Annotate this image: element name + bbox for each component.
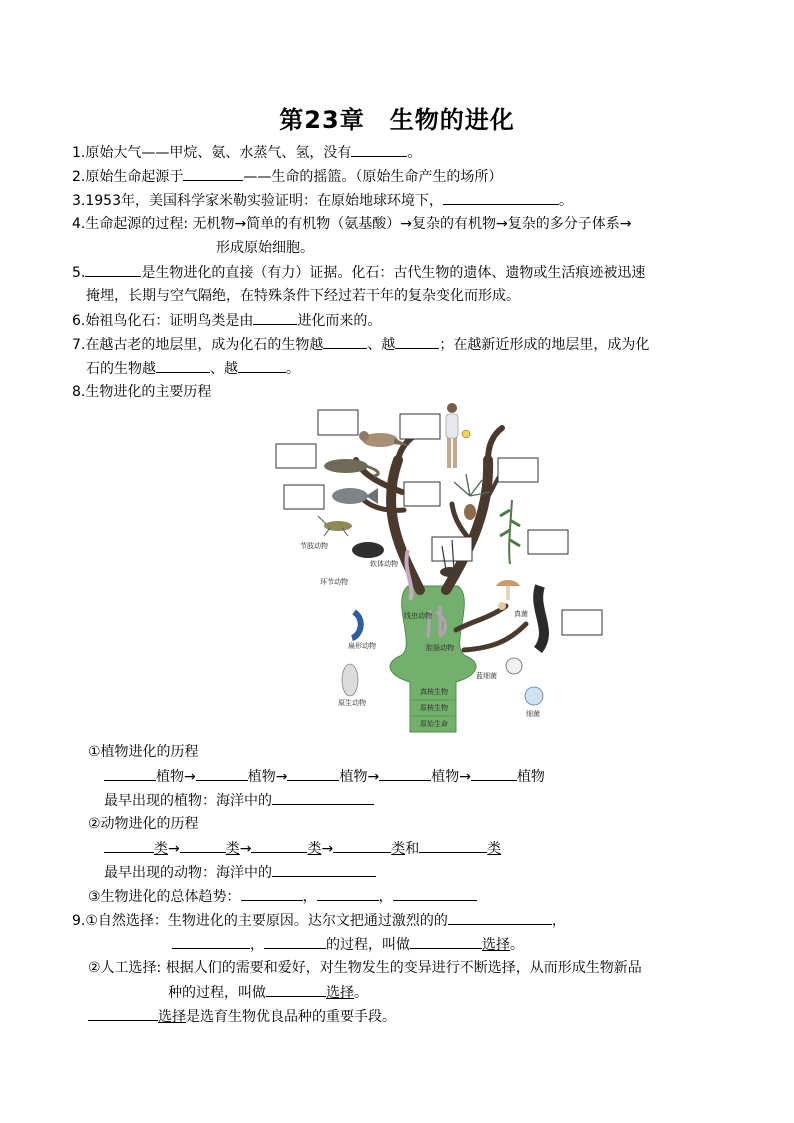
label-protozoa: 原生动物 bbox=[338, 699, 366, 707]
question-1: 1.原始大气——甲烷、氨、水蒸气、氢，没有 。 bbox=[72, 142, 421, 163]
label-flatworm: 扁形动物 bbox=[348, 642, 376, 650]
label-annelid: 环节动物 bbox=[320, 578, 348, 586]
cyanobacteria-icon bbox=[506, 658, 522, 674]
blank-box[interactable] bbox=[562, 610, 602, 635]
answer-blank[interactable] bbox=[323, 334, 367, 349]
answer-blank[interactable] bbox=[264, 934, 326, 949]
blank-box[interactable] bbox=[284, 485, 324, 509]
answer-blank[interactable] bbox=[251, 838, 307, 853]
answer-blank[interactable] bbox=[287, 766, 339, 781]
label-bacteria: 细菌 bbox=[526, 710, 540, 718]
plant-sequence: 植物→ 植物→ 植物→ 植物→ 植物 bbox=[104, 766, 545, 787]
answer-blank[interactable] bbox=[419, 838, 487, 853]
answer-blank[interactable] bbox=[85, 262, 141, 277]
insect-icon bbox=[318, 516, 352, 536]
animal-earliest: 最早出现的动物：海洋中的 bbox=[104, 862, 376, 883]
answer-blank[interactable] bbox=[241, 886, 303, 901]
label-arthropod: 节肢动物 bbox=[300, 542, 328, 550]
page-title: 第23章 生物的进化 bbox=[279, 106, 515, 134]
question-9-artificial-cont: 种的过程，叫做 选择。 bbox=[168, 982, 368, 1003]
blank-box[interactable] bbox=[528, 530, 568, 554]
answer-blank[interactable] bbox=[196, 766, 248, 781]
question-9-cont: ， 的过程，叫做 选择。 bbox=[172, 934, 524, 955]
question-5-cont: 掩埋，长期与空气隔绝，在特殊条件下经过若干年的复杂变化而形成。 bbox=[86, 288, 520, 304]
answer-blank[interactable] bbox=[395, 334, 439, 349]
bacteria-icon bbox=[525, 687, 543, 705]
answer-blank[interactable] bbox=[266, 982, 326, 997]
answer-blank[interactable] bbox=[379, 766, 431, 781]
answer-blank[interactable] bbox=[183, 166, 243, 181]
plant-earliest: 最早出现的植物：海洋中的 bbox=[104, 790, 374, 811]
question-5: 5. 是生物进化的直接（有力）证据。化石：古代生物的遗体、遗物或生活痕迹被迅速 bbox=[72, 262, 645, 283]
question-4: 4.生命起源的过程: 无机物→简单的有机物（氨基酸）→复杂的有机物→复杂的多分子体系→ bbox=[72, 216, 632, 232]
label-eukaryote: 真核生物 bbox=[420, 688, 448, 696]
question-9-artificial: ②人工选择: 根据人们的需要和爱好，对生物发生的变异进行不断选择，从而形成生物新品 bbox=[88, 960, 642, 976]
label-origin: 原始生命 bbox=[420, 720, 448, 728]
flatworm-icon bbox=[352, 612, 361, 638]
animal-sequence: 类→ 类→ 类→ 类和 类 bbox=[104, 838, 501, 859]
protozoa-icon bbox=[342, 664, 358, 696]
blank-box[interactable] bbox=[404, 482, 440, 506]
blank-box[interactable] bbox=[318, 410, 358, 435]
label-fungi: 真菌 bbox=[514, 610, 528, 618]
blank-box[interactable] bbox=[498, 458, 538, 482]
answer-blank[interactable] bbox=[272, 790, 374, 805]
question-2: 2.原始生命起源于 ——生命的摇篮。（原始生命产生的场所） bbox=[72, 166, 502, 187]
question-7: 7.在越古老的地层里，成为化石的生物越 、越 ；在越新近形成的地层里，成为化 bbox=[72, 334, 649, 355]
blank-box[interactable] bbox=[276, 444, 316, 468]
answer-blank[interactable] bbox=[410, 934, 482, 949]
question-8: 8.生物进化的主要历程 bbox=[72, 384, 212, 400]
answer-blank[interactable] bbox=[317, 886, 379, 901]
answer-blank[interactable] bbox=[156, 358, 210, 373]
answer-blank[interactable] bbox=[104, 766, 156, 781]
answer-blank[interactable] bbox=[393, 886, 477, 901]
answer-blank[interactable] bbox=[272, 862, 376, 877]
evolution-tree-diagram bbox=[270, 400, 606, 740]
answer-blank[interactable] bbox=[172, 934, 250, 949]
answer-blank[interactable] bbox=[104, 838, 154, 853]
question-9: 9.①自然选择：生物进化的主要原因。达尔文把通过激烈的的 ， bbox=[72, 910, 566, 931]
question-7-cont: 石的生物越 、越 。 bbox=[86, 358, 300, 379]
answer-blank[interactable] bbox=[238, 358, 286, 373]
question-3: 3.1953年，美国科学家米勒实验证明：在原始地球环境下， 。 bbox=[72, 190, 573, 211]
label-prokaryote: 原核生物 bbox=[420, 704, 448, 712]
seaweed-icon bbox=[538, 586, 544, 650]
question-4-cont: 形成原始细胞。 bbox=[216, 240, 314, 256]
answer-blank[interactable] bbox=[471, 766, 517, 781]
plant-heading: ①植物进化的历程 bbox=[88, 744, 199, 760]
label-cyanobacteria: 蓝细菌 bbox=[476, 672, 497, 680]
label-coelenterate: 腔肠动物 bbox=[426, 644, 454, 652]
human-icon bbox=[446, 403, 470, 468]
answer-blank[interactable] bbox=[351, 142, 407, 157]
trend-line: ③生物进化的总体趋势： ， ， bbox=[88, 886, 477, 907]
answer-blank[interactable] bbox=[443, 190, 559, 205]
animal-heading: ②动物进化的历程 bbox=[88, 816, 199, 832]
answer-blank[interactable] bbox=[333, 838, 391, 853]
question-6: 6.始祖鸟化石：证明鸟类是由 进化而来的。 bbox=[72, 310, 381, 331]
blank-box[interactable] bbox=[400, 414, 440, 439]
answer-blank[interactable] bbox=[253, 310, 297, 325]
snail-icon bbox=[352, 542, 384, 558]
answer-blank[interactable] bbox=[88, 1006, 158, 1021]
fern-icon bbox=[500, 500, 520, 564]
fish-icon bbox=[332, 488, 378, 504]
question-9-breeding: 选择是选育生物优良品种的重要手段。 bbox=[88, 1006, 396, 1027]
answer-blank[interactable] bbox=[448, 910, 552, 925]
label-nematode: 线虫动物 bbox=[404, 612, 432, 620]
answer-blank[interactable] bbox=[180, 838, 226, 853]
label-mollusk: 软体动物 bbox=[370, 560, 398, 568]
